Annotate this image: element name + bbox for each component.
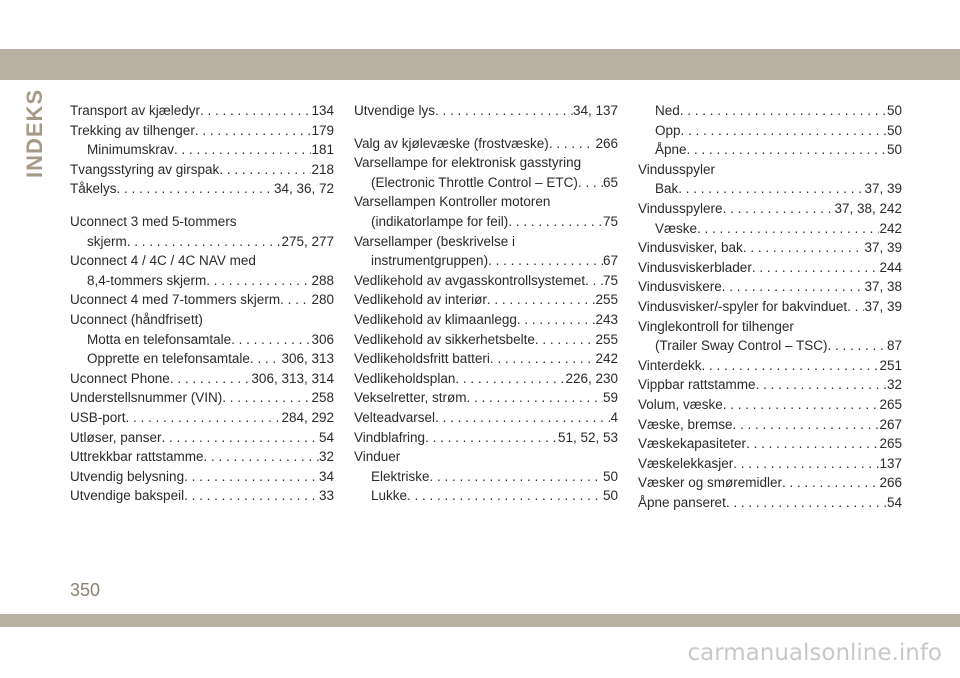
index-entry xyxy=(354,486,618,506)
index-entry xyxy=(70,369,334,389)
index-entry xyxy=(354,447,618,467)
entry-label: Uconnect 3 med 5-tommers xyxy=(70,213,237,229)
index-entry xyxy=(70,290,334,310)
entry-label: Transport av kjæledyr xyxy=(70,103,201,118)
dot-leader xyxy=(126,408,282,428)
index-entry xyxy=(70,388,334,408)
entry-page-ref: 242 xyxy=(595,351,618,367)
entry-page-ref: 179 xyxy=(311,122,334,138)
dot-leader xyxy=(535,330,596,350)
page-number: 350 xyxy=(70,580,101,600)
entry-label: Minimumskrav xyxy=(87,142,175,158)
entry-page-ref: 242 xyxy=(879,220,902,236)
index-entry xyxy=(638,179,902,199)
entry-label: USB-port xyxy=(70,409,126,425)
entry-label: Varsellampen Kontroller motoren xyxy=(354,194,551,210)
entry-label: Uconnect 4 med 7-tommers skjerm xyxy=(70,292,281,308)
entry-label: Vedlikehold av avgasskontrollsystemet xyxy=(354,272,586,288)
dot-leader xyxy=(756,375,887,395)
index-entry xyxy=(70,310,334,330)
index-entry xyxy=(354,232,618,252)
entry-page-ref: 306, 313 xyxy=(281,351,334,367)
entry-label: Vindblafring xyxy=(354,429,426,445)
entry-page-ref: 32 xyxy=(886,377,902,393)
entry-label: Valg av kjølevæske (frostvæske) xyxy=(354,135,549,151)
dot-leader xyxy=(746,434,879,454)
entry-page-ref: 54 xyxy=(886,494,902,510)
dot-leader xyxy=(425,428,558,448)
dot-leader xyxy=(702,356,880,376)
index-entry xyxy=(638,121,902,141)
dot-leader xyxy=(726,493,887,513)
dot-leader xyxy=(127,232,282,252)
index-column-2 xyxy=(354,101,618,506)
entry-label: Understellsnummer (VIN) xyxy=(70,390,223,406)
entry-label: Væskelekkasjer xyxy=(638,455,734,471)
index-entry xyxy=(354,467,618,487)
index-entry xyxy=(638,317,902,337)
index-entry xyxy=(638,258,902,278)
entry-label: Åpne xyxy=(655,142,687,158)
entry-page-ref: 50 xyxy=(602,488,618,504)
dot-leader xyxy=(206,271,311,291)
entry-page-ref: 34, 36, 72 xyxy=(273,181,334,197)
entry-page-ref: 288 xyxy=(311,272,334,288)
entry-page-ref: 244 xyxy=(879,259,902,275)
entry-label: Uconnect Phone xyxy=(70,370,170,386)
index-entry xyxy=(354,290,618,310)
index-entry xyxy=(638,356,902,376)
index-entry xyxy=(354,251,618,271)
entry-label: Vindusviskere xyxy=(638,279,722,295)
index-entry xyxy=(638,101,902,121)
dot-leader xyxy=(687,140,887,160)
index-entry xyxy=(354,330,618,350)
index-entry xyxy=(354,134,618,154)
index-entry xyxy=(70,140,334,160)
dot-leader xyxy=(219,160,311,180)
entry-page-ref: 255 xyxy=(595,331,618,347)
dot-leader xyxy=(231,330,311,350)
index-entry xyxy=(638,415,902,435)
entry-gap xyxy=(70,199,334,212)
index-entry xyxy=(70,160,334,180)
entry-page-ref: 275, 277 xyxy=(281,233,334,249)
dot-leader xyxy=(733,415,880,435)
entry-page-ref: 280 xyxy=(311,292,334,308)
entry-label: Vedlikehold av sikkerhetsbelte xyxy=(354,331,535,347)
index-entry xyxy=(70,179,334,199)
dot-leader xyxy=(200,101,311,121)
entry-label: Ned xyxy=(655,103,680,118)
entry-label: Væskekapasiteter xyxy=(638,436,747,452)
entry-page-ref: 67 xyxy=(602,253,618,269)
section-label: INDEKS xyxy=(22,88,47,178)
entry-page-ref: 32 xyxy=(318,449,334,465)
entry-label: skjerm xyxy=(87,233,127,249)
entry-label: Uconnect (håndfrisett) xyxy=(70,311,203,327)
index-entry xyxy=(354,408,618,428)
entry-page-ref: 75 xyxy=(602,272,618,288)
index-entry xyxy=(354,153,618,173)
entry-label: 8,4-tommers skjerm xyxy=(87,272,207,288)
entry-page-ref: 37, 38 xyxy=(864,279,902,295)
entry-label: Utløser, panser xyxy=(70,429,162,445)
entry-label: (indikatorlampe for feil) xyxy=(371,213,509,229)
entry-label: Utvendige lys xyxy=(354,103,436,118)
entry-page-ref: 34, 137 xyxy=(572,103,618,118)
entry-page-ref: 267 xyxy=(879,416,902,432)
dot-leader xyxy=(743,238,865,258)
dot-leader xyxy=(697,219,879,239)
entry-label: Vindusspyler xyxy=(638,161,716,177)
index-entry xyxy=(638,375,902,395)
entry-page-ref: 255 xyxy=(595,292,618,308)
entry-label: Vinglekontroll for tilhenger xyxy=(638,318,794,334)
entry-label: Vedlikeholdsplan xyxy=(354,370,456,386)
entry-page-ref: 87 xyxy=(886,338,902,354)
entry-page-ref: 306 xyxy=(311,331,334,347)
entry-label: Vindusvisker/-spyler for bakvinduet xyxy=(638,298,848,314)
index-entry xyxy=(70,330,334,350)
entry-page-ref: 134 xyxy=(311,103,334,118)
entry-label: Volum, væske xyxy=(638,396,723,412)
entry-label: Utvendig belysning xyxy=(70,468,185,484)
dot-leader xyxy=(280,290,311,310)
footer-bar xyxy=(0,614,960,627)
dot-leader xyxy=(455,369,565,389)
dot-leader xyxy=(184,486,319,506)
dot-leader xyxy=(204,447,319,467)
entry-label: Vinduer xyxy=(354,449,401,465)
index-entry xyxy=(354,192,618,212)
entry-page-ref: 251 xyxy=(879,357,902,373)
entry-page-ref: 50 xyxy=(886,103,902,118)
index-entry xyxy=(638,199,902,219)
entry-label: Motta en telefonsamtale xyxy=(87,331,232,347)
header-bar xyxy=(0,49,960,80)
dot-leader xyxy=(170,369,252,389)
entry-page-ref: 37, 39 xyxy=(864,298,902,314)
entry-page-ref: 265 xyxy=(879,436,902,452)
entry-label: Vindusviskerblader xyxy=(638,259,752,275)
dot-leader xyxy=(174,140,311,160)
dot-leader xyxy=(517,310,596,330)
index-entry xyxy=(70,428,334,448)
entry-page-ref: 258 xyxy=(311,390,334,406)
entry-label: Elektriske xyxy=(371,468,430,484)
entry-label: Varsellampe for elektronisk gasstyring xyxy=(354,155,582,171)
entry-page-ref: 59 xyxy=(602,390,618,406)
index-entry xyxy=(638,140,902,160)
index-column-1 xyxy=(70,101,334,506)
index-entry xyxy=(70,467,334,487)
entry-page-ref: 75 xyxy=(602,213,618,229)
index-entry xyxy=(354,369,618,389)
dot-leader xyxy=(752,258,880,278)
entry-label: (Electronic Throttle Control – ETC) xyxy=(371,174,578,190)
entry-label: Lukke xyxy=(371,488,408,504)
index-entry xyxy=(70,486,334,506)
entry-label: Vedlikehold av klimaanlegg xyxy=(354,311,517,327)
entry-label: Bak xyxy=(655,181,679,197)
index-entry xyxy=(354,388,618,408)
entry-label: Væsker og smøremidler xyxy=(638,475,783,491)
entry-page-ref: 33 xyxy=(318,488,334,504)
index-entry xyxy=(354,271,618,291)
index-entry xyxy=(70,101,334,121)
entry-label: Vedlikeholdsfritt batteri xyxy=(354,351,490,367)
index-entry xyxy=(638,473,902,493)
dot-leader xyxy=(435,408,610,428)
entry-label: Varsellamper (beskrivelse i xyxy=(354,233,516,249)
entry-label: Velteadvarsel xyxy=(354,409,436,425)
index-entry xyxy=(70,232,334,252)
entry-label: (Trailer Sway Control – TSC) xyxy=(655,338,828,354)
dot-leader xyxy=(435,101,573,121)
index-entry xyxy=(70,408,334,428)
entry-page-ref: 137 xyxy=(879,455,902,471)
index-column-3 xyxy=(638,101,902,512)
entry-page-ref: 265 xyxy=(879,396,902,412)
dot-leader xyxy=(117,179,274,199)
index-entry xyxy=(638,434,902,454)
entry-label: Tåkelys xyxy=(70,181,117,197)
index-entry xyxy=(354,173,618,193)
entry-label: Vedlikehold av interiør xyxy=(354,292,487,308)
entry-page-ref: 266 xyxy=(595,135,618,151)
index-entry xyxy=(354,428,618,448)
entry-page-ref: 50 xyxy=(886,122,902,138)
index-entry xyxy=(638,395,902,415)
entry-page-ref: 181 xyxy=(311,142,334,158)
entry-page-ref: 243 xyxy=(595,311,618,327)
index-entry xyxy=(70,349,334,369)
entry-page-ref: 50 xyxy=(602,468,618,484)
dot-leader xyxy=(585,271,603,291)
entry-page-ref: 37, 39 xyxy=(864,240,902,256)
dot-leader xyxy=(733,454,879,474)
entry-page-ref: 218 xyxy=(311,161,334,177)
entry-label: Vekselretter, strøm xyxy=(354,390,467,406)
index-entry xyxy=(638,493,902,513)
entry-label: instrumentgruppen) xyxy=(371,253,489,269)
entry-page-ref: 65 xyxy=(602,174,618,190)
index-entry xyxy=(70,271,334,291)
index-entry xyxy=(638,277,902,297)
dot-leader xyxy=(430,467,603,487)
entry-label: Tvangsstyring av girspak xyxy=(70,161,220,177)
entry-page-ref: 34 xyxy=(318,468,334,484)
dot-leader xyxy=(195,121,312,141)
entry-label: Væske xyxy=(655,220,698,236)
dot-leader xyxy=(222,388,311,408)
dot-leader xyxy=(549,134,596,154)
dot-leader xyxy=(722,277,865,297)
entry-label: Utvendige bakspeil xyxy=(70,488,185,504)
dot-leader xyxy=(680,101,887,121)
dot-leader xyxy=(184,467,319,487)
dot-leader xyxy=(467,388,603,408)
dot-leader xyxy=(782,473,879,493)
dot-leader xyxy=(407,486,603,506)
entry-page-ref: 266 xyxy=(879,475,902,491)
dot-leader xyxy=(681,121,887,141)
entry-label: Uttrekkbar rattstamme xyxy=(70,449,204,465)
index-entry xyxy=(638,336,902,356)
index-entry xyxy=(638,297,902,317)
index-entry xyxy=(354,349,618,369)
index-entry xyxy=(638,238,902,258)
entry-label: Vindusspylere xyxy=(638,200,723,216)
index-entry xyxy=(70,121,334,141)
watermark: carmanualsonline.info xyxy=(687,640,942,666)
entry-label: Opprette en telefonsamtale xyxy=(87,351,250,367)
dot-leader xyxy=(490,349,596,369)
entry-page-ref: 284, 292 xyxy=(281,409,334,425)
dot-leader xyxy=(508,212,603,232)
entry-page-ref: 4 xyxy=(610,409,618,425)
entry-label: Væske, bremse xyxy=(638,416,733,432)
dot-leader xyxy=(162,428,319,448)
index-entry xyxy=(70,447,334,467)
dot-leader xyxy=(723,395,880,415)
entry-page-ref: 37, 38, 242 xyxy=(834,200,902,216)
entry-label: Vippbar rattstamme xyxy=(638,377,756,393)
entry-page-ref: 54 xyxy=(318,429,334,445)
entry-gap xyxy=(354,121,618,134)
dot-leader xyxy=(250,349,282,369)
dot-leader xyxy=(723,199,835,219)
entry-label: Trekking av tilhenger xyxy=(70,122,195,138)
index-entry xyxy=(354,212,618,232)
entry-label: Vinterdekk xyxy=(638,357,702,373)
index-entry xyxy=(70,212,334,232)
index-entry xyxy=(354,310,618,330)
entry-label: Opp xyxy=(655,122,681,138)
entry-label: Uconnect 4 / 4C / 4C NAV med xyxy=(70,253,256,269)
entry-label: Vindusvisker, bak xyxy=(638,240,743,256)
entry-page-ref: 51, 52, 53 xyxy=(557,429,618,445)
entry-page-ref: 226, 230 xyxy=(565,370,618,386)
index-entry xyxy=(638,219,902,239)
dot-leader xyxy=(488,251,603,271)
dot-leader xyxy=(578,173,603,193)
dot-leader xyxy=(678,179,864,199)
index-entry xyxy=(70,251,334,271)
entry-page-ref: 50 xyxy=(886,142,902,158)
entry-page-ref: 306, 313, 314 xyxy=(251,370,334,386)
entry-page-ref: 37, 39 xyxy=(864,181,902,197)
dot-leader xyxy=(487,290,596,310)
index-entry xyxy=(638,160,902,180)
dot-leader xyxy=(847,297,864,317)
index-entry xyxy=(354,101,618,121)
dot-leader xyxy=(828,336,887,356)
index-entry xyxy=(638,454,902,474)
entry-label: Åpne panseret xyxy=(638,494,726,510)
